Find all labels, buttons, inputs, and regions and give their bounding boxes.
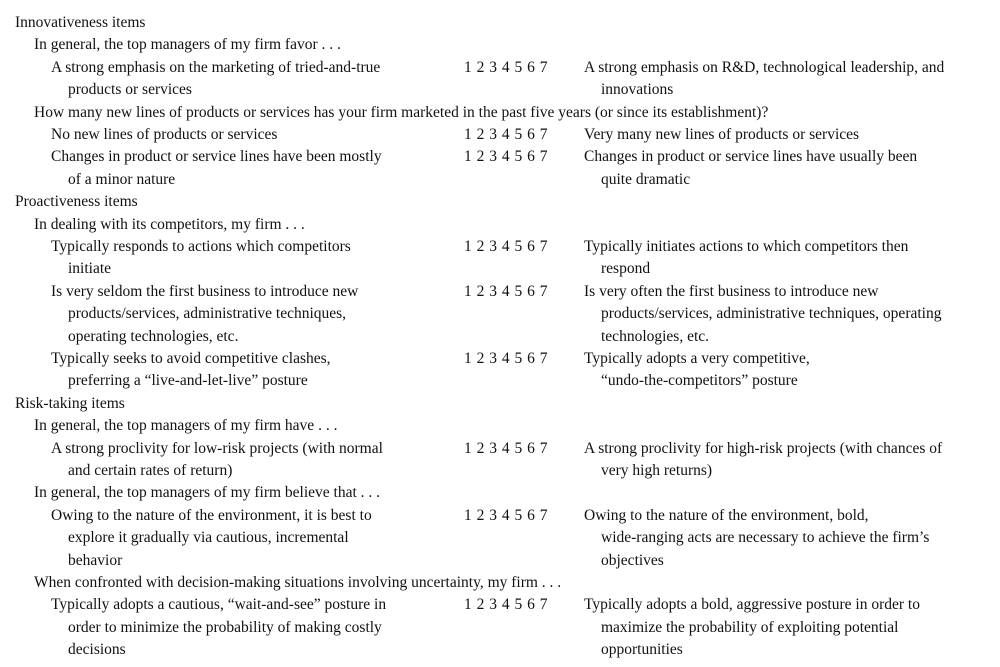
- scale-item: [0, 594, 1000, 661]
- right-anchor: Is very often the first business to introduce new products/services, administrative techniques, operating technologies, etc.: [584, 282, 942, 345]
- question-stem: When confronted with decision-making situations involving uncertainty, my firm . . .: [34, 573, 562, 591]
- left-anchor: Typically seeks to avoid competitive clashes, preferring a “live-and-let-live” posture: [51, 349, 331, 390]
- question-stem: In dealing with its competitors, my firm . . .: [34, 215, 305, 233]
- left-anchor: Typically responds to actions which competitors initiate: [51, 237, 351, 278]
- scale-item: [0, 124, 1000, 146]
- right-anchor: Typically initiates actions to which competitors then respond: [584, 237, 909, 278]
- right-anchor: Changes in product or service lines have usually been quite dramatic: [584, 148, 918, 188]
- scale-item: [0, 281, 1000, 348]
- right-anchor: A strong proclivity for high-risk projects (with chances of very high returns): [584, 439, 943, 479]
- left-anchor: A strong emphasis on the marketing of tried-and-true products or services: [51, 58, 381, 99]
- rating-scale: 1 2 3 4 5 6 7: [464, 439, 548, 457]
- rating-scale: 1 2 3 4 5 6 7: [464, 148, 548, 166]
- section-title-proactiveness: Proactiveness items: [15, 193, 138, 211]
- right-anchor: A strong emphasis on R&D, technological leadership, and innovations: [584, 58, 945, 99]
- rating-scale: 1 2 3 4 5 6 7: [464, 596, 548, 614]
- scale-item: [0, 438, 1000, 483]
- question-stem: In general, the top managers of my firm have . . .: [34, 417, 338, 435]
- section-title-innovativeness: Innovativeness items: [15, 14, 146, 31]
- question-stem: In general, the top managers of my firm believe that . . .: [34, 484, 381, 502]
- left-anchor: A strong proclivity for low-risk projects (with normal and certain rates of return): [51, 439, 383, 479]
- rating-scale: 1 2 3 4 5 6 7: [464, 506, 548, 524]
- left-anchor: Typically adopts a cautious, “wait-and-see” posture in order to minimize the probability of making costly decisions: [51, 596, 387, 659]
- left-anchor: Changes in product or service lines have been mostly of a minor nature: [51, 148, 382, 188]
- right-anchor: Typically adopts a very competitive, “undo-the-competitors” posture: [584, 349, 810, 390]
- scale-item: [0, 348, 1000, 393]
- right-anchor: Typically adopts a bold, aggressive posture in order to maximize the probability of exploiting potential opportunities: [584, 596, 920, 659]
- rating-scale: 1 2 3 4 5 6 7: [464, 349, 548, 367]
- rating-scale: 1 2 3 4 5 6 7: [464, 237, 548, 255]
- rating-scale: 1 2 3 4 5 6 7: [464, 282, 548, 300]
- left-anchor: No new lines of products or services: [51, 125, 278, 143]
- left-anchor: Owing to the nature of the environment, it is best to explore it gradually via cautious, incremental behavior: [51, 506, 372, 569]
- questionnaire-document: [0, 12, 1000, 661]
- rating-scale: 1 2 3 4 5 6 7: [464, 125, 548, 143]
- right-anchor: Very many new lines of products or services: [584, 125, 860, 143]
- section-title-risk-taking: Risk-taking items: [15, 394, 125, 412]
- right-anchor: Owing to the nature of the environment, bold, wide-ranging acts are necessary to achieve the firm’s objectives: [584, 506, 930, 569]
- scale-item: [0, 505, 1000, 572]
- scale-item: [0, 57, 1000, 102]
- scale-item: [0, 146, 1000, 191]
- question-stem: How many new lines of products or services has your firm marketed in the past five years (or since its establishment)?: [34, 103, 769, 121]
- rating-scale: 1 2 3 4 5 6 7: [464, 58, 548, 76]
- left-anchor: Is very seldom the first business to introduce new products/services, administrative techniques, operating technologies, etc.: [51, 282, 359, 345]
- scale-item: [0, 236, 1000, 281]
- question-stem: In general, the top managers of my firm favor . . .: [34, 36, 341, 54]
